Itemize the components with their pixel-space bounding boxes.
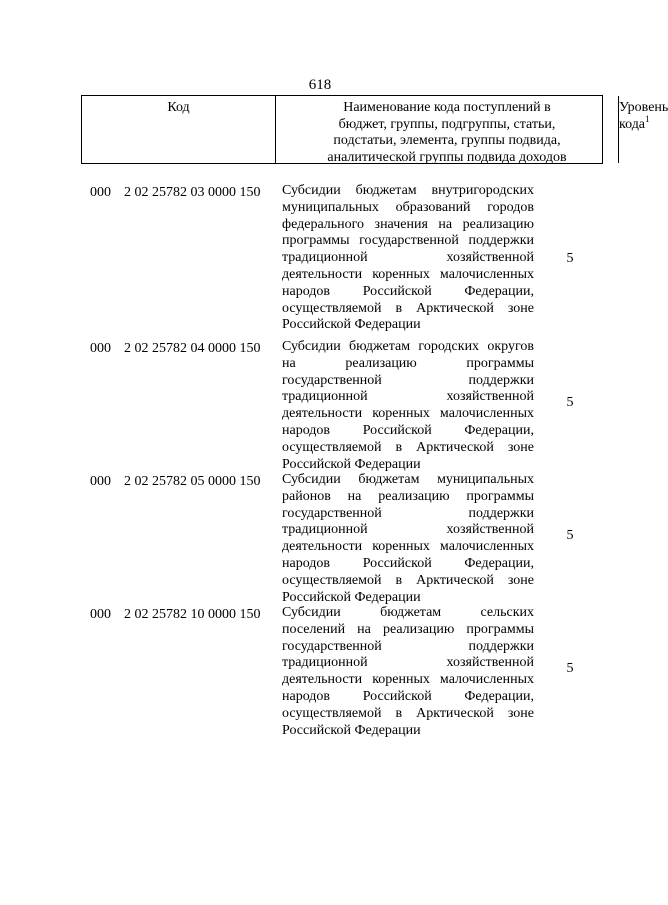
income-name-line: традиционной хозяйственной (282, 522, 534, 538)
income-name-line: народов Российской Федерации, (282, 422, 534, 438)
code-level: 5 (566, 251, 574, 266)
income-name-line: поселений на реализацию программы (282, 621, 534, 637)
income-name-line: осуществляемой в Арктической зоне (282, 300, 534, 316)
income-name-line: деятельности коренных малочисленных (282, 406, 534, 422)
income-name-line: на реализацию программы (282, 355, 534, 371)
income-name-line: государственной поддержки (282, 638, 534, 654)
income-name-line: народов Российской Федерации, (282, 283, 534, 299)
income-code: 2 02 25782 03 0000 150 (124, 185, 261, 200)
income-name-line: муниципальных образований городов (282, 199, 534, 215)
admin-code: 000 (90, 607, 111, 622)
header-name (276, 96, 619, 163)
income-name-line: народов Российской Федерации, (282, 555, 534, 571)
code-level: 5 (566, 661, 574, 676)
income-name-line: государственной поддержки (282, 505, 534, 521)
income-name-line: Субсидии бюджетам внутригородских (282, 183, 534, 198)
income-name-line: традиционной хозяйственной (282, 389, 534, 405)
income-name-line: государственной поддержки (282, 372, 534, 388)
footnote-marker: 1 (645, 113, 650, 124)
header-name-line: Наименование кода поступлений в (343, 100, 551, 115)
admin-code: 000 (90, 474, 111, 489)
income-name-line: народов Российской Федерации, (282, 688, 534, 704)
income-code: 2 02 25782 05 0000 150 (124, 474, 261, 489)
income-name-line: Российской Федерации (282, 456, 421, 472)
header-name-line: подстатьи, элемента, группы подвида, (333, 133, 561, 148)
header-name-line: бюджет, группы, подгруппы, статьи, (338, 116, 556, 132)
income-name-line: осуществляемой в Арктической зоне (282, 572, 534, 588)
admin-code: 000 (90, 341, 111, 356)
income-name-line: Российской Федерации (282, 317, 421, 333)
code-level: 5 (566, 395, 574, 410)
income-name-line: деятельности коренных малочисленных (282, 266, 534, 282)
income-name-line: Российской Федерации (282, 589, 421, 605)
income-name-line: осуществляемой в Арктической зоне (282, 705, 534, 721)
income-name (282, 183, 534, 334)
income-name-line: Субсидии бюджетам городских округов (282, 339, 534, 354)
admin-code: 000 (90, 185, 111, 200)
table-header: Код Наименование кода поступлений в бюджет, группы, подгруппы, статьи, подстатьи, элемента, группы подвида, аналитической группы подвида доходов Уровень кода$^1$ (81, 95, 603, 164)
header-code-label: Код (167, 100, 190, 115)
income-name-line: традиционной хозяйственной (282, 655, 534, 671)
income-name-line: федерального значения на реализацию (282, 216, 534, 232)
income-code: 2 02 25782 10 0000 150 (124, 607, 261, 622)
income-name-line: районов на реализацию программы (282, 488, 534, 504)
income-name-line: программы государственной поддержки (282, 233, 534, 249)
income-name-line: деятельности коренных малочисленных (282, 672, 534, 688)
income-name (282, 605, 534, 739)
page-number: 618 (308, 77, 332, 93)
income-name-line: деятельности коренных малочисленных (282, 539, 534, 555)
income-name-line: осуществляемой в Арктической зоне (282, 439, 534, 455)
income-name-line: Российской Федерации (282, 722, 421, 738)
income-name-line: Субсидии бюджетам сельских (282, 605, 534, 620)
income-name (282, 339, 534, 473)
income-name-line: традиционной хозяйственной (282, 250, 534, 266)
header-name-line: аналитической группы подвида доходов (327, 149, 567, 165)
header-level-label: кода (619, 116, 646, 132)
income-code: 2 02 25782 04 0000 150 (124, 341, 261, 356)
income-name (282, 472, 534, 606)
income-name-line: Субсидии бюджетам муниципальных (282, 472, 534, 487)
code-level: 5 (566, 528, 574, 543)
header-code (82, 96, 276, 163)
